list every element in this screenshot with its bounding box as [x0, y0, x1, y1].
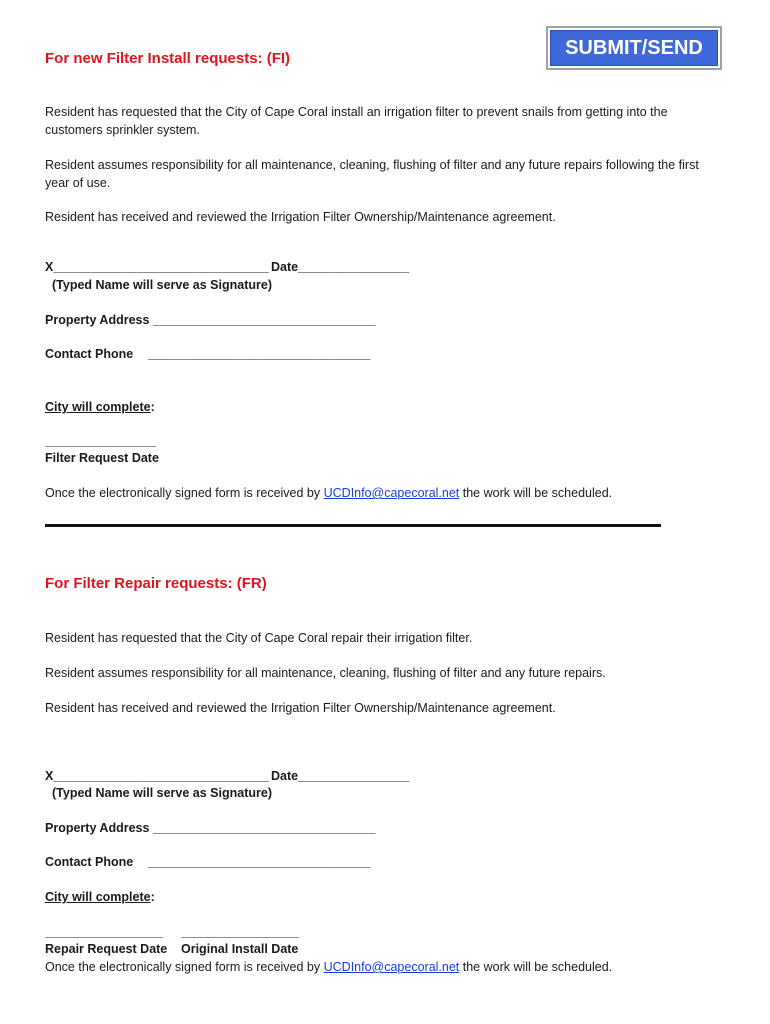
- fi-date-field[interactable]: Date________________: [271, 260, 410, 274]
- fi-email-link[interactable]: UCDInfo@capecoral.net: [323, 486, 460, 500]
- fr-city-complete-colon: :: [150, 890, 155, 904]
- fr-contact-phone-label: Contact Phone: [45, 855, 134, 869]
- fi-paragraph-request: Resident has requested that the City of Cape Coral install an irrigation filter to prevent snails from getting into the customers sprinkler system.: [45, 105, 668, 137]
- fi-city-complete-colon: :: [150, 400, 155, 414]
- section-divider: [45, 524, 661, 527]
- fr-repair-request-date-field[interactable]: _________________: [45, 925, 164, 939]
- fr-heading: For Filter Repair requests: (FR): [45, 575, 267, 592]
- fr-city-complete-heading: [45, 890, 155, 904]
- fi-contact-phone-field[interactable]: ________________________________: [148, 347, 371, 361]
- fi-city-complete-heading: [45, 400, 155, 414]
- fr-paragraph-request: Resident has requested that the City of Cape Coral repair their irrigation filter.: [45, 631, 473, 645]
- fr-paragraph-agreement: Resident has received and reviewed the Irrigation Filter Ownership/Maintenance agreement.: [45, 701, 556, 715]
- fi-property-address-field[interactable]: Property Address ________________________________: [45, 313, 376, 327]
- fr-original-install-date-label: Original Install Date: [181, 942, 299, 956]
- fi-signature-field[interactable]: X_______________________________: [45, 260, 269, 274]
- fr-signature-note: (Typed Name will serve as Signature): [52, 786, 272, 800]
- fi-footer-note: [45, 486, 612, 500]
- submit-send-button[interactable]: [546, 26, 722, 70]
- fi-filter-request-date-label: Filter Request Date: [45, 451, 159, 465]
- fi-paragraph-responsibility: Resident assumes responsibility for all maintenance, cleaning, flushing of filter and any future repairs following the first year of use.: [45, 158, 699, 190]
- fr-footer-text-start: Once the electronically signed form is received by: [45, 960, 324, 974]
- fr-repair-request-date-label: Repair Request Date: [45, 942, 168, 956]
- submit-send-label: SUBMIT/SEND: [550, 30, 718, 66]
- fr-footer-note: [45, 960, 612, 974]
- fi-footer-text-end: the work will be scheduled.: [459, 486, 613, 500]
- fi-contact-phone-label: Contact Phone: [45, 347, 134, 361]
- fi-filter-request-date-field[interactable]: ________________: [45, 434, 157, 448]
- fi-paragraph-agreement: Resident has received and reviewed the Irrigation Filter Ownership/Maintenance agreement.: [45, 210, 556, 224]
- fr-signature-field[interactable]: X_______________________________: [45, 769, 269, 783]
- fr-contact-phone-field[interactable]: ________________________________: [148, 855, 371, 869]
- fi-signature-note: (Typed Name will serve as Signature): [52, 278, 272, 292]
- fr-original-install-date-field[interactable]: _________________: [181, 925, 300, 939]
- fr-date-field[interactable]: Date________________: [271, 769, 410, 783]
- fr-paragraph-responsibility: Resident assumes responsibility for all maintenance, cleaning, flushing of filter and any future repairs.: [45, 666, 606, 680]
- fr-property-address-field[interactable]: Property Address ________________________________: [45, 821, 376, 835]
- fi-footer-text-start: Once the electronically signed form is received by: [45, 486, 324, 500]
- fr-footer-text-end: the work will be scheduled.: [459, 960, 613, 974]
- fr-email-link[interactable]: UCDInfo@capecoral.net: [323, 960, 460, 974]
- fi-city-complete-text: City will complete: [45, 400, 151, 414]
- fr-city-complete-text: City will complete: [45, 890, 151, 904]
- fi-heading: For new Filter Install requests: (FI): [45, 50, 291, 67]
